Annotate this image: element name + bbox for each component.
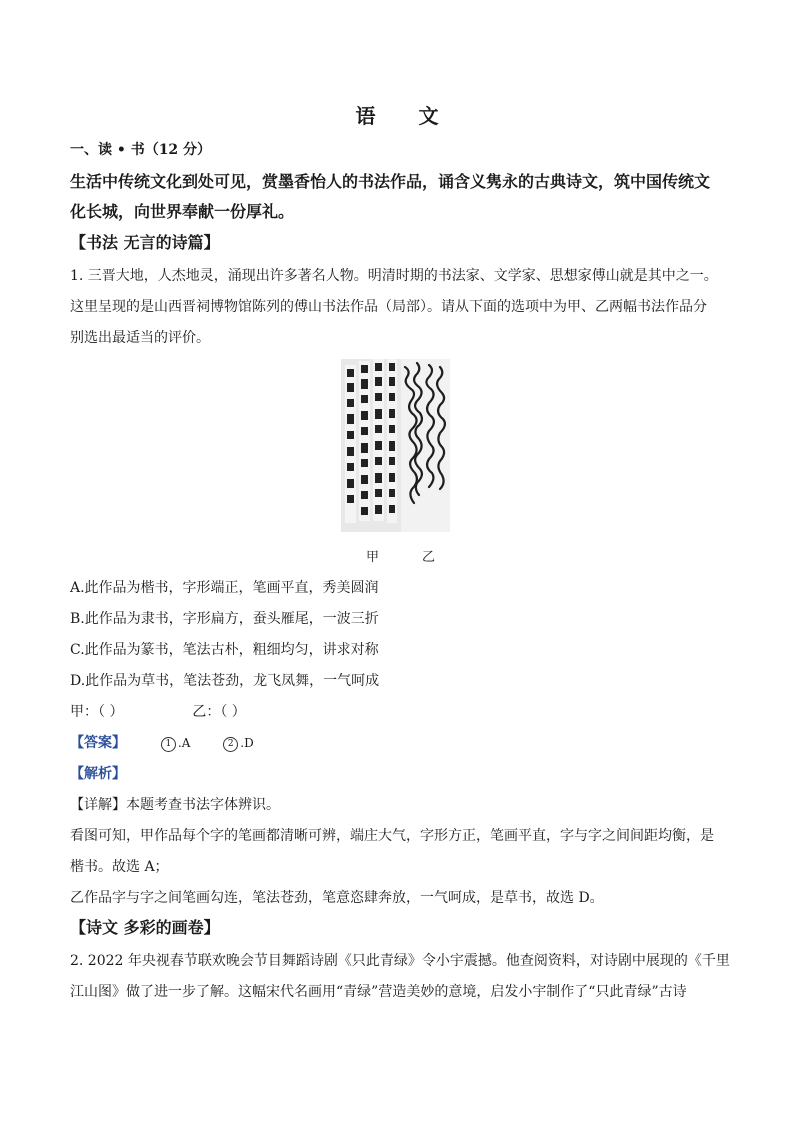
answer-1-circle: 1 xyxy=(161,737,176,752)
analysis-tag: 【解析】 xyxy=(70,766,126,782)
option-a: A.此作品为楷书，字形端正，笔画平直，秀美圆润 xyxy=(70,580,379,596)
blank-yi: 乙：（ ） xyxy=(192,704,246,720)
question-2-line-1: 2. 2022 年央视春节联欢晚会节目舞蹈诗剧《只此青绿》令小宇震撼。他查阅资料，对诗剧中展现的《千里 xyxy=(70,953,730,969)
question-1-line-2: 这里呈现的是山西晋祠博物馆陈列的傅山书法作品（局部）。请从下面的选项中为甲、乙两幅书法作品分 xyxy=(70,299,707,315)
detail-line-2: 看图可知，甲作品每个字的笔画都清晰可辨，端庄大气，字形方正，笔画平直，字与字之间间距均衡，是 xyxy=(70,828,714,844)
subsection-calligraphy: 【书法 无言的诗篇】 xyxy=(70,233,220,252)
answer-row xyxy=(70,733,730,753)
section-heading-reading: 一、读 • 书（12 分） xyxy=(70,142,212,158)
detail-line-3: 楷书。故选 A； xyxy=(70,859,169,875)
answer-2-value: .D xyxy=(240,736,254,750)
detail-line-1: 【详解】本题考查书法字体辨识。 xyxy=(70,797,280,813)
page-title: 语 文 xyxy=(355,104,457,128)
blank-jia: 甲：（ ） xyxy=(70,704,124,720)
question-1-line-1: 1. 三晋大地，人杰地灵，涌现出许多著名人物。明清时期的书法家、文学家、思想家傅山就是其中之一。 xyxy=(70,268,718,284)
intro-line-2: 化长城，向世界奉献一份厚礼。 xyxy=(70,202,295,221)
answer-tag: 【答案】 xyxy=(70,735,126,751)
intro-line-1: 生活中传统文化到处可见，赏墨香怡人的书法作品，诵含义隽永的古典诗文，筑中国传统文 xyxy=(70,172,711,191)
caption-jia: 甲 xyxy=(366,550,380,565)
option-c: C.此作品为篆书，笔法古朴，粗细均匀，讲求对称 xyxy=(70,642,379,658)
caption-yi: 乙 xyxy=(422,550,436,565)
option-b: B.此作品为隶书，字形扁方，蚕头雁尾，一波三折 xyxy=(70,611,379,627)
detail-line-4: 乙作品字与字之间笔画勾连，笔法苍劲，笔意恣肆奔放，一气呵成，是草书，故选 D。 xyxy=(70,890,604,906)
calligraphy-image xyxy=(341,359,450,532)
subsection-poetry: 【诗文 多彩的画卷】 xyxy=(70,918,220,937)
question-2-line-2: 江山图》做了进一步了解。这幅宋代名画用“青绿”营造美妙的意境，启发小宇制作了“只此青绿”古诗 xyxy=(70,984,687,1000)
answer-2-circle: 2 xyxy=(223,737,238,752)
option-d: D.此作品为草书，笔法苍劲，龙飞凤舞，一气呵成 xyxy=(70,673,380,689)
answer-blanks xyxy=(70,702,730,722)
question-1-line-3: 别选出最适当的评价。 xyxy=(70,330,210,346)
answer-1-value: .A xyxy=(177,736,191,750)
